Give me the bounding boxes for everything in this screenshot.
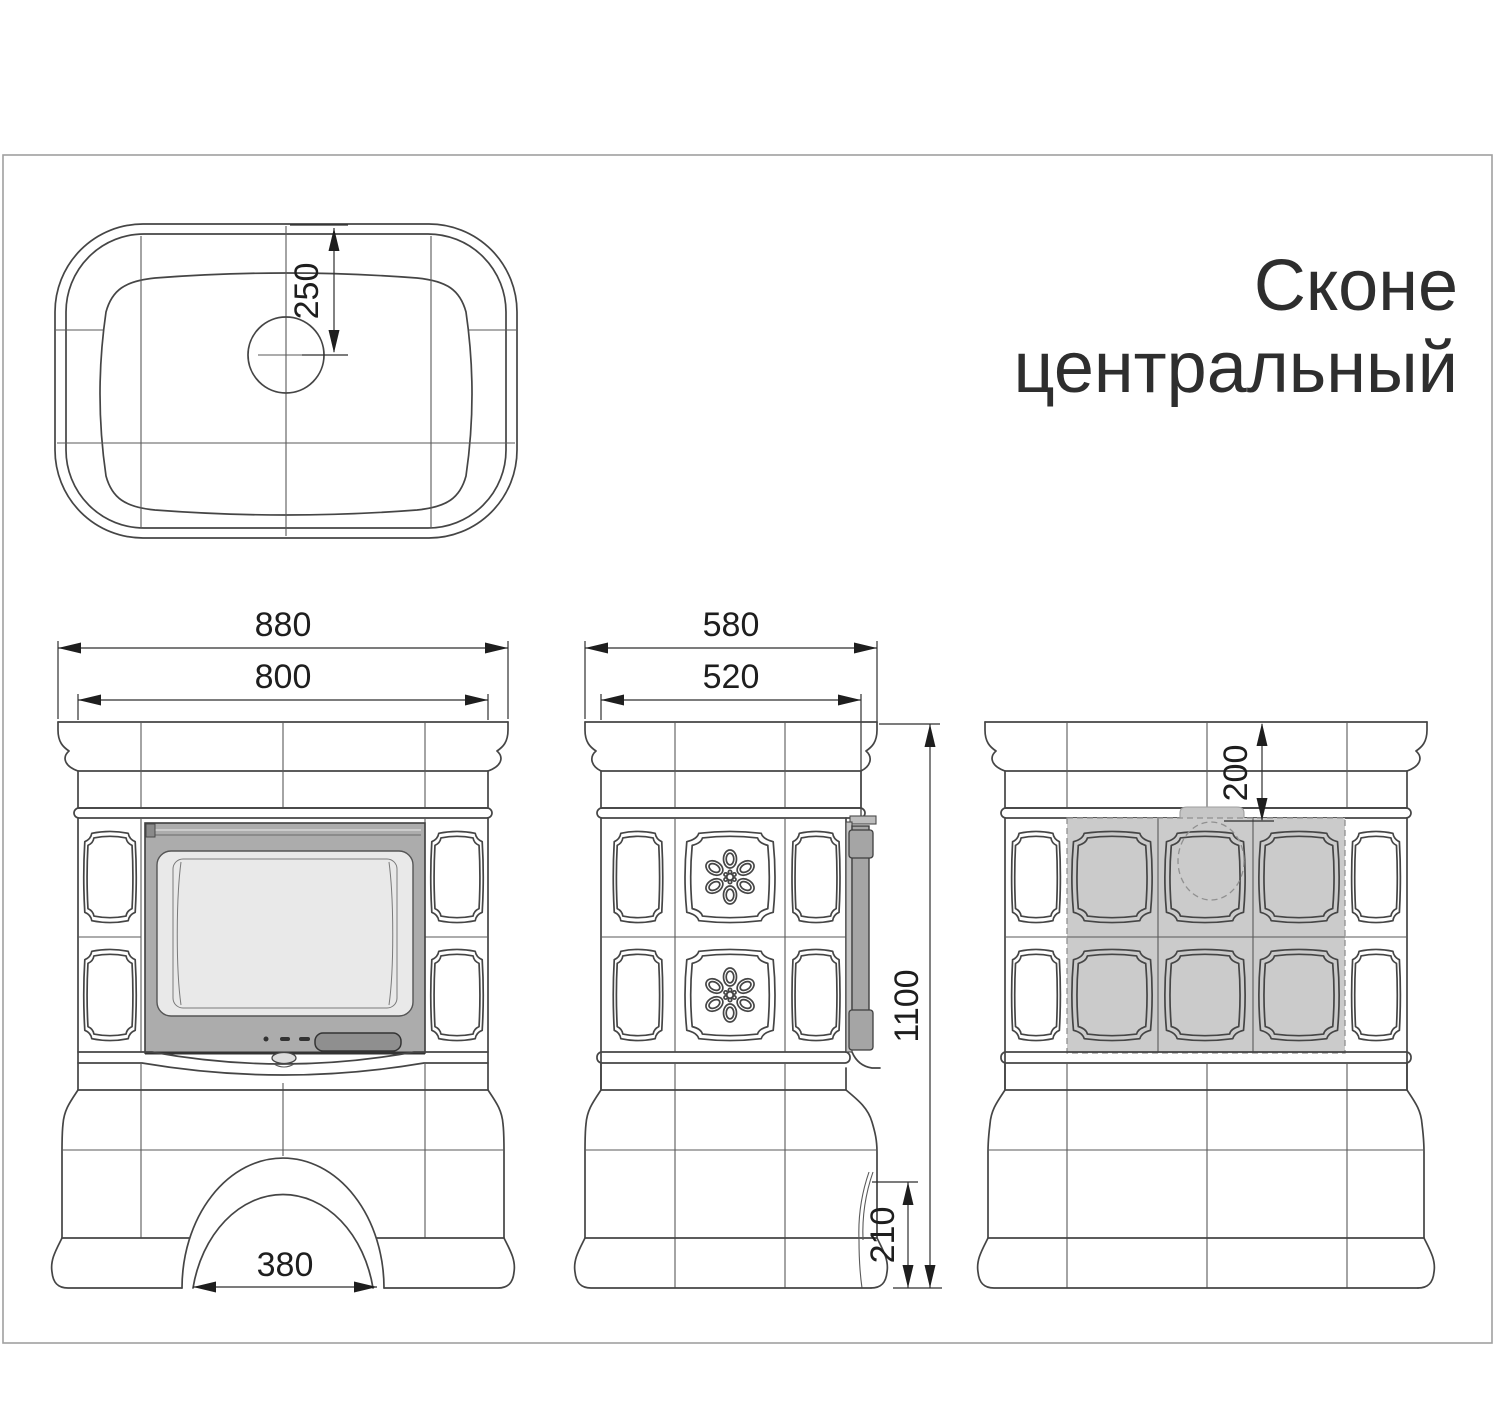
side-base: [575, 1052, 888, 1288]
door-latch: [146, 824, 155, 837]
side-tile-frame: [792, 949, 840, 1040]
door-indicator-slot: [280, 1037, 290, 1041]
front-tile-frame: [84, 949, 137, 1040]
dim-overall-height-label: 1100: [888, 969, 926, 1043]
side-center-tile-frame: [685, 949, 775, 1040]
side-tile-frame: [613, 949, 663, 1040]
side-body: [601, 818, 846, 1090]
dim-arch-width: [193, 1246, 377, 1293]
dim-body-width: [78, 658, 488, 720]
dim-body-width-label: 800: [254, 658, 312, 696]
side-door-edge: [846, 816, 880, 1068]
dim-overall-depth-label: 580: [702, 606, 760, 644]
dim-body-depth: [601, 658, 861, 818]
door-top-cap: [850, 816, 876, 824]
dim-overall-width-label: 880: [254, 606, 312, 644]
dim-chimney-offset-label: 250: [288, 262, 326, 320]
title-line-2: центральный: [1013, 328, 1458, 408]
dim-arch-height-label: 210: [864, 1206, 902, 1264]
front-view: [52, 606, 515, 1293]
side-center-tile-frame: [685, 831, 775, 922]
side-tile-frame: [613, 831, 663, 922]
door-indicator-dot: [264, 1037, 269, 1042]
side-roll-molding: [597, 808, 865, 818]
door-bottom-support: [852, 1052, 880, 1068]
back-view: [978, 722, 1435, 1288]
dim-arch-height: [864, 1182, 918, 1288]
front-left-foot: [52, 1238, 182, 1288]
back-tile-frame: [1352, 831, 1401, 922]
front-right-foot: [384, 1238, 514, 1288]
front-tile-frame: [84, 831, 137, 922]
back-left-foot: [978, 1238, 1418, 1288]
front-tile-frame: [431, 949, 484, 1040]
side-view: [575, 606, 942, 1288]
door-glass: [157, 851, 413, 1016]
heated-zone: [1067, 818, 1345, 1053]
back-base: [978, 1052, 1435, 1288]
back-tile-frame: [1012, 831, 1061, 922]
title-line-1: Сконе: [1253, 246, 1458, 326]
back-tile-frame: [1012, 949, 1061, 1040]
fire-door: [145, 823, 425, 1053]
back-cornice: [985, 722, 1427, 823]
door-indicator-slot: [299, 1037, 310, 1041]
door-hinge-top: [849, 830, 873, 858]
air-knob: [272, 1053, 296, 1064]
front-shelf: [78, 1052, 488, 1075]
side-left-foot: [575, 1238, 871, 1288]
side-cornice: [585, 722, 877, 818]
top-view: [55, 224, 517, 538]
back-body: [1005, 818, 1407, 1090]
front-tile-frame: [431, 831, 484, 922]
dim-body-depth-label: 520: [702, 658, 760, 696]
back-right-foot: [1418, 1238, 1434, 1288]
page-title: [1013, 246, 1458, 408]
rosette-ornament: [703, 968, 756, 1022]
door-handle: [315, 1033, 401, 1051]
dim-arch-width-label: 380: [256, 1246, 314, 1284]
side-lower-roll: [597, 1052, 850, 1063]
rosette-ornament: [703, 850, 756, 904]
back-tile-frame: [1352, 949, 1401, 1040]
door-hinge-bottom: [849, 1010, 873, 1050]
dim-flue-offset-label: 200: [1217, 744, 1255, 802]
front-cornice: [58, 722, 508, 818]
front-roll-molding: [74, 808, 492, 818]
dim-flue-offset: [1217, 723, 1274, 821]
side-tile-frame: [792, 831, 840, 922]
